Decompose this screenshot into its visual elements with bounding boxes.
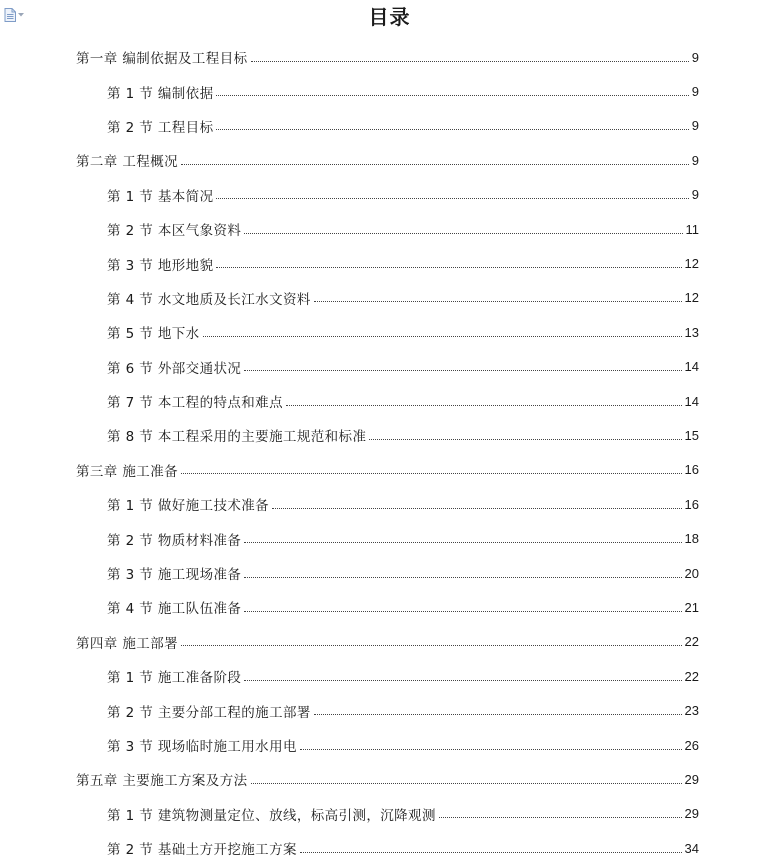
toc-entry-label: 第 4 节 施工队伍准备	[107, 601, 242, 618]
toc-entry-label: 第 2 节 主要分部工程的施工部署	[107, 704, 311, 721]
toc-entry-label: 第一章 编制依据及工程目标	[76, 51, 248, 68]
toc-section-entry[interactable]	[0, 659, 779, 693]
toc-section-entry[interactable]	[0, 212, 779, 246]
toc-chapter-entry[interactable]	[0, 625, 779, 659]
toc-entry-label: 第 3 节 现场临时施工用水用电	[107, 739, 297, 755]
page-title: 目录	[368, 5, 411, 29]
toc-entry-label: 第 3 节 地形地貌	[107, 257, 214, 274]
toc-entry-label: 第 1 节 做好施工技术准备	[107, 498, 270, 515]
toc-chapter-entry[interactable]	[0, 762, 779, 796]
toc-page-number: 22	[684, 668, 699, 684]
toc-dot-leader	[244, 577, 681, 578]
toc-entry-label: 第 1 节 施工准备阶段	[107, 670, 242, 687]
toc-dot-leader	[244, 233, 682, 234]
toc-section-entry[interactable]	[0, 556, 779, 590]
toc-chapter-entry[interactable]	[0, 143, 779, 177]
toc-section-entry[interactable]	[0, 831, 779, 865]
toc-page-number: 15	[684, 427, 699, 443]
toc-page-number: 18	[684, 531, 699, 547]
toc-page-number: 26	[684, 737, 699, 753]
toc-dot-leader	[181, 473, 682, 474]
toc-entry-label: 第四章 施工部署	[76, 635, 178, 652]
toc-dot-leader	[216, 95, 688, 96]
toc-entry-label: 第 2 节 物质材料准备	[107, 532, 242, 549]
toc-dot-leader	[216, 267, 681, 268]
toc-dot-leader	[300, 749, 682, 750]
toc-dot-leader	[286, 405, 682, 406]
toc-dot-leader	[300, 852, 682, 853]
toc-dot-leader	[203, 336, 682, 337]
toc-dot-leader	[369, 439, 681, 440]
toc-dot-leader	[272, 508, 681, 509]
toc-section-entry[interactable]	[0, 384, 779, 418]
toc-entry-label: 第 8 节 本工程采用的主要施工规范和标准	[107, 429, 367, 446]
toc-page-number: 16	[684, 462, 699, 478]
toc-entry-label: 第 2 节 本区气象资料	[107, 223, 242, 240]
toc-section-entry[interactable]	[0, 728, 779, 762]
toc-page-number: 9	[691, 152, 699, 168]
table-of-contents	[0, 40, 779, 865]
toc-dot-leader	[439, 817, 682, 818]
toc-section-entry[interactable]	[0, 281, 779, 315]
toc-entry-label: 第五章 主要施工方案及方法	[76, 773, 248, 790]
toc-section-entry[interactable]	[0, 521, 779, 555]
toc-chapter-entry[interactable]	[0, 453, 779, 487]
toc-dot-leader	[216, 129, 688, 130]
toc-page-number: 9	[691, 49, 699, 65]
toc-dot-leader	[251, 783, 682, 784]
toc-dot-leader	[244, 542, 681, 543]
toc-entry-label: 第 3 节 施工现场准备	[107, 567, 242, 584]
toc-page-number: 12	[684, 290, 699, 306]
toc-section-entry[interactable]	[0, 246, 779, 280]
toc-page-number: 9	[691, 84, 699, 100]
toc-dot-leader	[251, 61, 689, 62]
toc-section-entry[interactable]	[0, 315, 779, 349]
toc-page-number: 14	[684, 393, 699, 409]
toc-chapter-entry[interactable]	[0, 40, 779, 74]
toc-section-entry[interactable]	[0, 797, 779, 831]
toc-section-entry[interactable]	[0, 74, 779, 108]
toc-section-entry[interactable]	[0, 487, 779, 521]
toc-page-number: 9	[691, 118, 699, 134]
toc-entry-label: 第 1 节 编制依据	[107, 85, 214, 102]
toc-entry-label: 第 5 节 地下水	[107, 326, 200, 343]
toc-section-entry[interactable]	[0, 693, 779, 727]
toc-section-entry[interactable]	[0, 350, 779, 384]
toc-section-entry[interactable]	[0, 418, 779, 452]
toc-section-entry[interactable]	[0, 590, 779, 624]
toc-page-number: 12	[684, 256, 699, 272]
toc-section-entry[interactable]	[0, 178, 779, 212]
toc-entry-label: 第 2 节 基础土方开挖施工方案	[107, 842, 297, 859]
toc-entry-label: 第三章 施工准备	[76, 463, 178, 480]
toc-page-number: 11	[685, 221, 699, 237]
toc-dot-leader	[314, 714, 682, 715]
toc-section-entry[interactable]	[0, 109, 779, 143]
toc-page-number: 13	[684, 324, 699, 340]
toc-dot-leader	[181, 645, 682, 646]
toc-page-number: 29	[684, 771, 699, 787]
toc-page-number: 16	[684, 496, 699, 512]
toc-page-number: 9	[691, 187, 699, 203]
toc-page-number: 14	[684, 359, 699, 375]
toc-dot-leader	[244, 680, 681, 681]
toc-dot-leader	[216, 198, 688, 199]
toc-entry-label: 第 4 节 水文地质及长江水文资料	[107, 291, 311, 308]
toc-page-number: 22	[684, 634, 699, 650]
toc-page-number: 23	[684, 703, 699, 719]
toc-dot-leader	[244, 611, 681, 612]
toc-dot-leader	[314, 301, 682, 302]
toc-entry-label: 第 1 节 建筑物测量定位、放线，标高引测，沉降观测	[107, 807, 436, 824]
toc-page-number: 34	[684, 840, 699, 856]
toc-entry-label: 第 1 节 基本简况	[107, 188, 214, 205]
toc-page-number: 29	[684, 806, 699, 822]
toc-page-number: 20	[684, 565, 699, 581]
toc-dot-leader	[244, 370, 681, 371]
toc-entry-label: 第 6 节 外部交通状况	[107, 360, 242, 377]
toc-entry-label: 第 7 节 本工程的特点和难点	[107, 395, 283, 412]
toc-entry-label: 第 2 节 工程目标	[107, 119, 214, 136]
toc-page-number: 21	[684, 599, 699, 615]
toc-entry-label: 第二章 工程概况	[76, 154, 178, 171]
toc-dot-leader	[181, 164, 689, 165]
